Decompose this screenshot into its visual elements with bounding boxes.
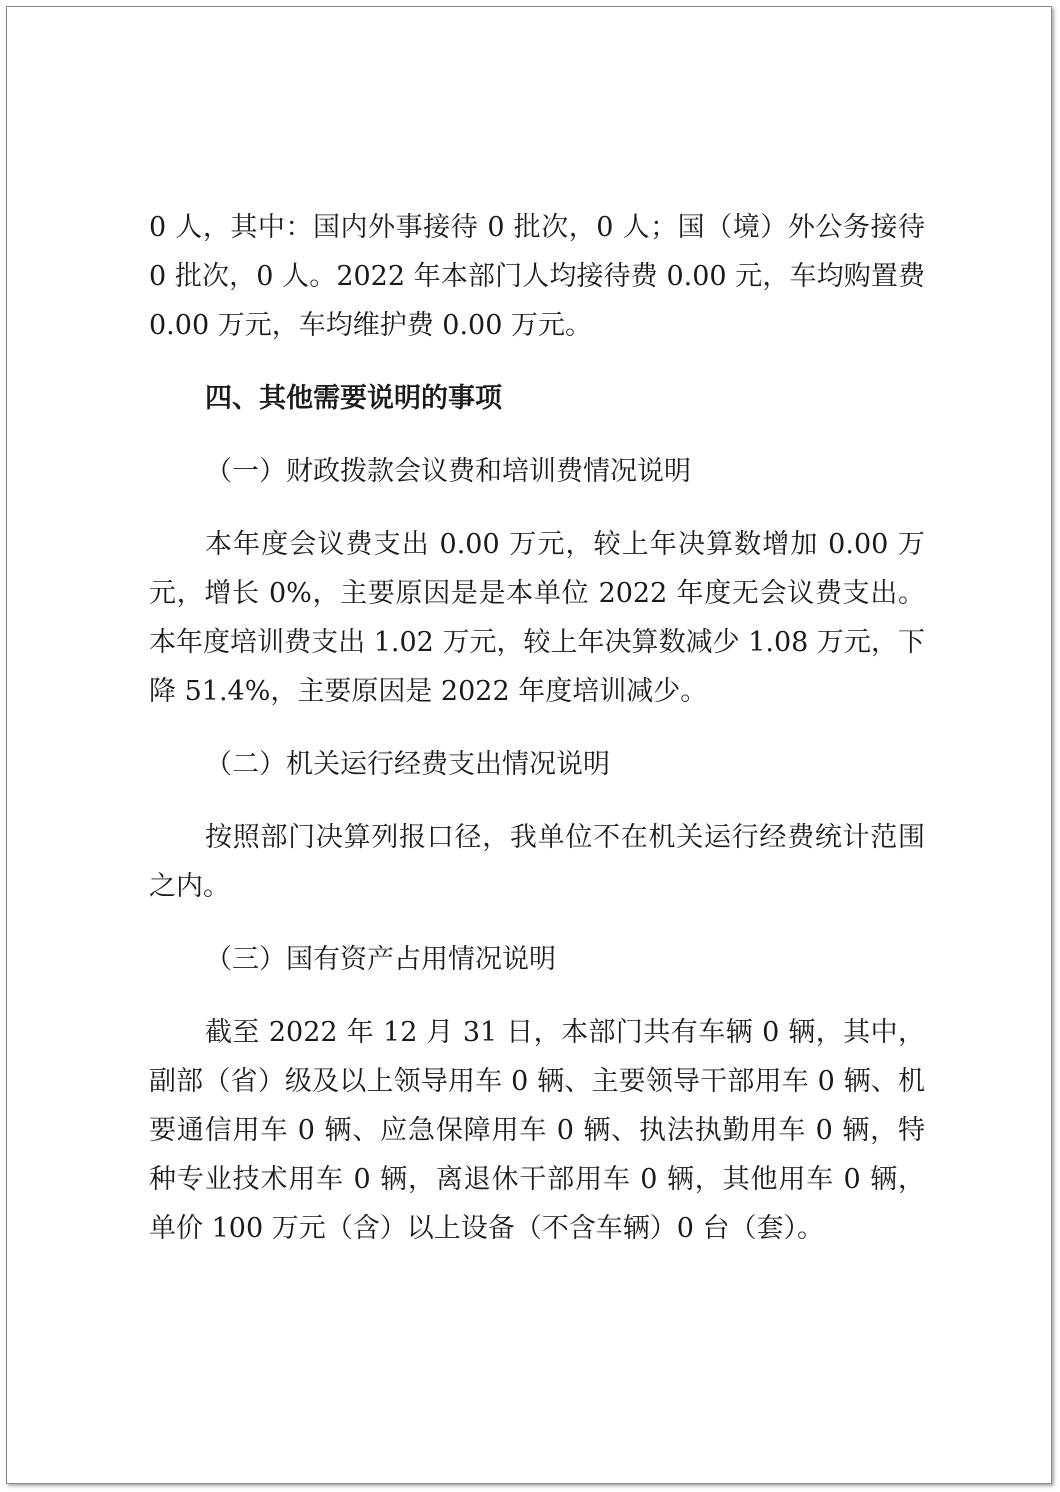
state-assets-paragraph: 截至 2022 年 12 月 31 日，本部门共有车辆 0 辆，其中，副部（省）级及以上领导用车 0 辆、主要领导干部用车 0 辆、机要通信用车 0 辆、应急保障用车 0 辆、执法执勤用车 0 辆，特种专业技术用车 0 辆，离退休干部用车 0 辆，其他用车 0 辆，单价 100 万元（含）以上设备（不含车辆）0 台（套）。: [149, 1017, 925, 1244]
reception-summary-paragraph: 0 人，其中：国内外事接待 0 批次，0 人；国（境）外公务接待 0 批次，0 人。2022 年本部门人均接待费 0.00 元，车均购置费 0.00 万元，车均维护费 0.00 万元。: [149, 212, 925, 341]
subheading-meeting-training: （一）财政拨款会议费和培训费情况说明: [205, 456, 691, 487]
document-page: [6, 6, 1052, 1484]
meeting-training-paragraph: 本年度会议费支出 0.00 万元，较上年决算数增加 0.00 万元，增长 0%，主要原因是是本单位 2022 年度无会议费支出。本年度培训费支出 1.02 万元，较上年决算数减少 1.08 万元，下降 51.4%，主要原因是 2022 年度培训减少。: [149, 529, 925, 707]
document-body: [149, 203, 925, 1253]
subheading-operating-expenses: （二）机关运行经费支出情况说明: [205, 749, 610, 780]
operating-expenses-paragraph: 按照部门决算列报口径，我单位不在机关运行经费统计范围之内。: [149, 822, 925, 902]
section-heading-other-matters: 四、其他需要说明的事项: [205, 383, 502, 414]
subheading-state-assets: （三）国有资产占用情况说明: [205, 944, 556, 975]
